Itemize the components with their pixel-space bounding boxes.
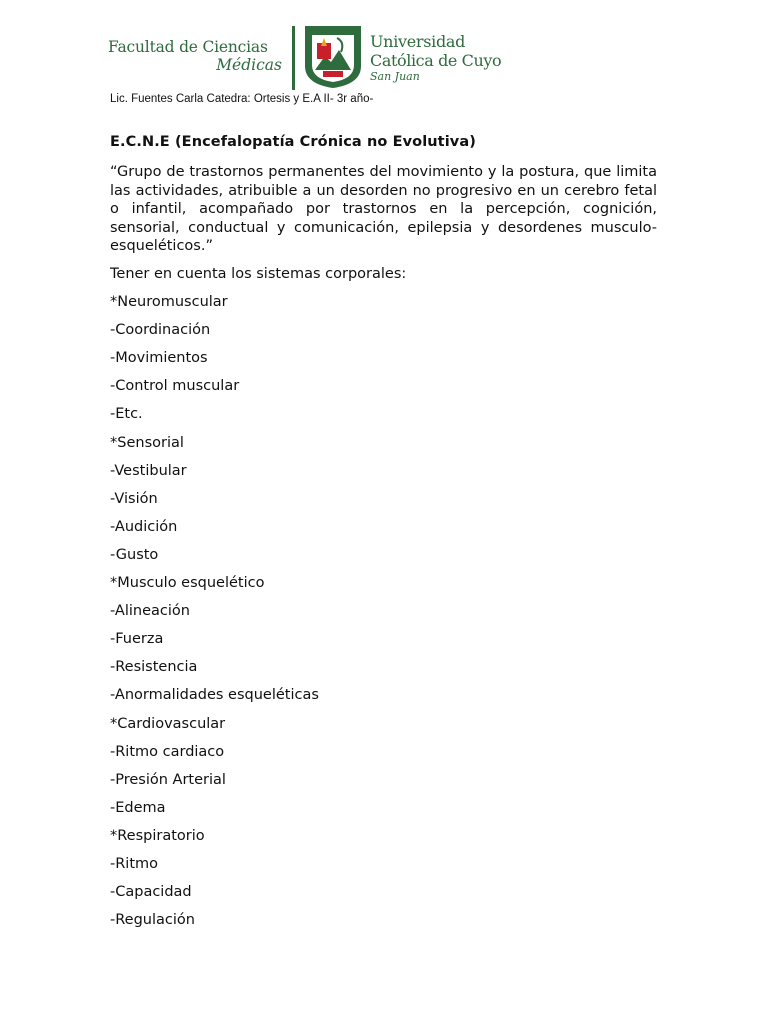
faculty-line-2: Médicas	[216, 56, 282, 74]
list-item: -Gusto	[110, 546, 159, 563]
university-line-1: Universidad	[370, 32, 466, 51]
list-item: -Presión Arterial	[110, 771, 226, 788]
list-item: -Resistencia	[110, 659, 198, 676]
list-item: -Alineación	[110, 603, 190, 620]
list-item: *Cardiovascular	[110, 715, 226, 732]
list-item: -Etc.	[110, 406, 143, 423]
list-item: -Movimientos	[110, 350, 208, 367]
list-item: *Respiratorio	[110, 827, 205, 844]
list-item: -Ritmo	[110, 855, 159, 872]
university-line-3: San Juan	[370, 70, 420, 83]
list-item: -Audición	[110, 518, 178, 535]
list-item: -Capacidad	[110, 884, 192, 901]
list-item: *Neuromuscular	[110, 294, 228, 311]
logo-divider	[292, 26, 295, 90]
definition-paragraph: “Grupo de trastornos permanentes del movimiento y la postura, que limita las actividades, atribuible a un desorden no progresivo en un cerebro fetal o infantil, acompañado por trastornos en la percepción, cognición, sensorial, conductual y comunicación, epilepsia y desordenes musculo-esqueléticos.”	[110, 164, 657, 254]
list-item: *Sensorial	[110, 434, 184, 451]
list-item: Tener en cuenta los sistemas corporales:	[110, 266, 407, 282]
list-item: -Control muscular	[110, 378, 240, 395]
list-item: -Fuerza	[110, 631, 164, 648]
list-item: -Regulación	[110, 912, 195, 929]
list-item: -Anormalidades esqueléticas	[110, 687, 319, 704]
list-item: -Coordinación	[110, 322, 211, 339]
body-systems-list	[110, 264, 406, 938]
document-title: E.C.N.E (Encefalopatía Crónica no Evolutiva)	[110, 134, 476, 150]
list-item: -Visión	[110, 490, 158, 507]
faculty-name	[108, 38, 282, 74]
university-crest-icon	[303, 24, 363, 90]
course-subtitle: Lic. Fuentes Carla Catedra: Ortesis y E.A II- 3r año-	[110, 93, 374, 105]
university-name	[370, 32, 501, 83]
list-item: -Edema	[110, 799, 166, 816]
faculty-line-1: Facultad de Ciencias	[108, 38, 268, 56]
university-line-2: Católica de Cuyo	[370, 51, 502, 70]
list-item: -Ritmo cardiaco	[110, 743, 225, 760]
list-item: -Vestibular	[110, 462, 187, 479]
header-logo	[108, 24, 500, 92]
list-item: *Musculo esquelético	[110, 575, 265, 592]
